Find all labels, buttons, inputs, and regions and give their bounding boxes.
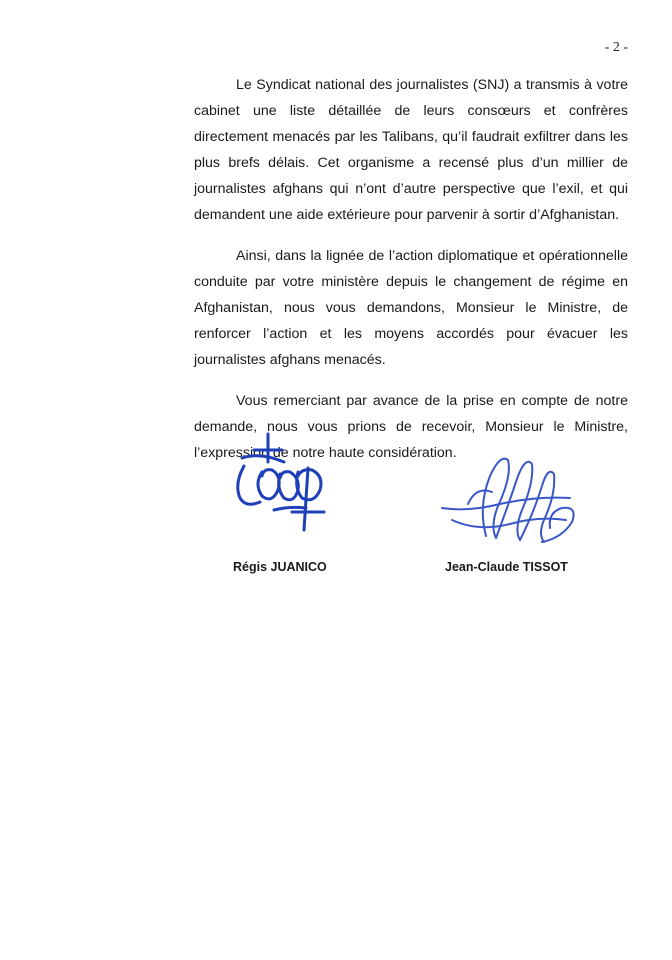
signatory-name-juanico: Régis JUANICO [233,560,327,574]
paragraph-request: Ainsi, dans la lignée de l’action diplomatique et opérationnelle conduite par votre ministère depuis le changement de régime en Afghanistan, nous vous demandons, Monsieur le Ministre, de renforcer l’action et les moyens accordés pour évacuer les journalistes afghans menacés. [194,248,628,368]
signature-tissot [438,446,578,550]
letter-body [194,72,628,481]
paragraph-snj: Le Syndicat national des journalistes (SNJ) a transmis à votre cabinet une liste détaillée de leurs consœurs et confrères directement menacés par les Talibans, qu’il faudrait exfiltrer dans les plus brefs délais. Cet organisme a recensé plus d’un millier de journalistes afghans qui n’ont d’autre perspective que l’exil, et qui demandent une aide extérieure pour parvenir à sortir d’Afghanistan. [194,77,628,223]
signatory-name-tissot: Jean-Claude TISSOT [445,560,568,574]
page-number: - 2 - [604,40,628,55]
paragraph-closing: Vous remerciant par avance de la prise en compte de notre demande, nous vous prions de recevoir, Monsieur le Ministre, l’expression de notre haute considération. [194,393,628,461]
signature-juanico [232,432,342,544]
